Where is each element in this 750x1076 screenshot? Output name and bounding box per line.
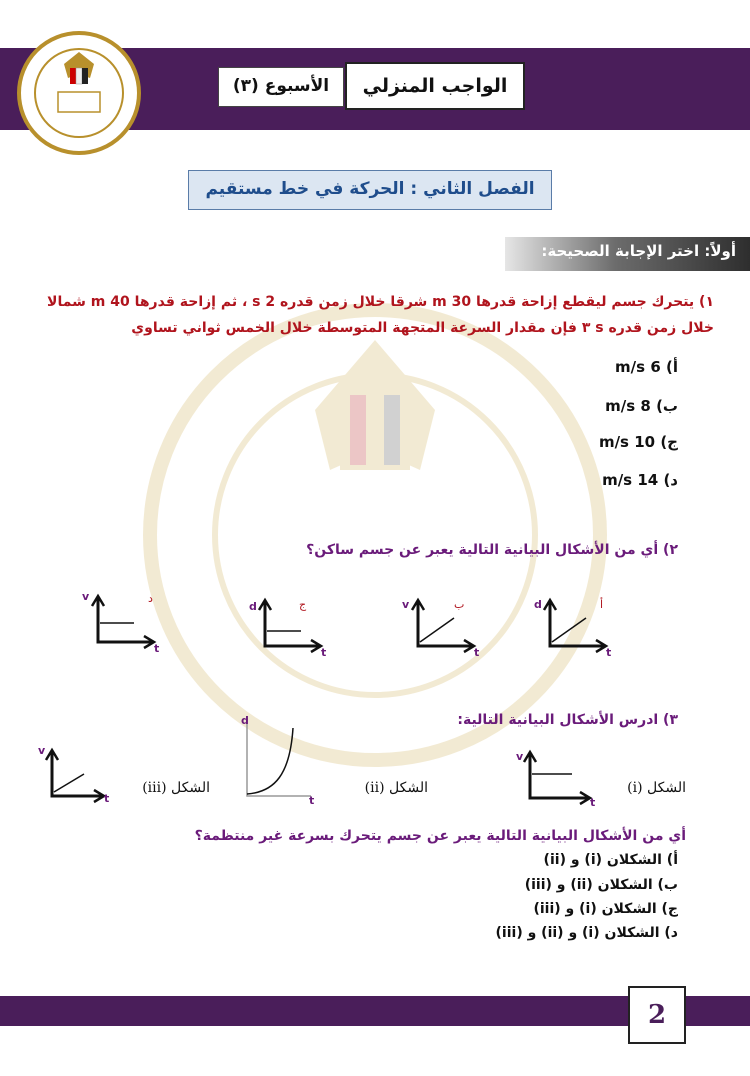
q3-option-b[interactable]: ب) الشكلان (ii) و (iii): [524, 877, 678, 893]
q3-option-a[interactable]: أ) الشكلان (i) و (ii): [543, 852, 678, 868]
q1-option-c[interactable]: ج) 10 m/s: [598, 433, 678, 451]
q3-option-d[interactable]: د) الشكلان (i) و (ii) و (iii): [495, 925, 678, 941]
question-2-text: ٢) أي من الأشكال البيانية التالية يعبر عن جسم ساكن؟: [306, 542, 678, 558]
q2-graph-c-x-label: t: [321, 646, 327, 658]
question-1-line-2: خلال زمن قدره s ٣ فإن مقدار السرعة المتجهة المتوسطة خلال الخمس ثواني تساوي: [131, 320, 714, 336]
q2-graph-d[interactable]: [78, 588, 163, 654]
q3-caption-i: الشكل (i): [627, 780, 686, 796]
q3-figure-iii-x-label: t: [104, 792, 110, 804]
q3-figure-ii-y-label: d: [241, 714, 249, 727]
q3-figure-i: [510, 748, 600, 806]
q2-graph-c-letter: ج: [299, 598, 307, 611]
question-1-line-1: ١) يتحرك جسم ليقطع إزاحة قدرها m 30 شرقا خلال زمن قدره s 2 ، ثم إزاحة قدرها m 40 شمالا: [47, 294, 714, 310]
q3-figure-iii-y-label: v: [38, 744, 46, 757]
q3-figure-ii: [235, 714, 325, 806]
homework-title: الواجب المنزلي: [345, 62, 525, 110]
q3-figure-i-y-label: v: [516, 750, 524, 763]
q1-option-a[interactable]: أ) 6 m/s: [615, 358, 678, 376]
page-number: 2: [628, 986, 686, 1044]
q2-graph-c[interactable]: [245, 596, 330, 658]
q2-graph-d-x-label: t: [154, 642, 160, 654]
q2-graph-a-y-label: d: [534, 598, 542, 611]
q2-graph-a-letter: أ: [600, 598, 604, 611]
q2-graph-b-y-label: v: [402, 598, 410, 611]
q3-figure-ii-x-label: t: [309, 794, 315, 806]
q2-graph-d-letter: د: [148, 592, 153, 605]
q2-graph-d-y-label: v: [82, 590, 90, 603]
q3-figure-iii: [34, 742, 114, 804]
section-title: أولاً: اختر الإجابة الصحيحة:: [541, 242, 736, 260]
q2-graph-b[interactable]: [398, 596, 483, 658]
ministry-logo: [16, 30, 142, 156]
q1-option-b[interactable]: ب) 8 m/s: [605, 397, 678, 415]
q1-option-d[interactable]: د) 14 m/s: [602, 471, 678, 489]
q2-graph-b-x-label: t: [474, 646, 480, 658]
q2-graph-a[interactable]: [530, 596, 615, 658]
q3-caption-ii: الشكل (ii): [364, 780, 428, 796]
q2-graph-a-x-label: t: [606, 646, 612, 658]
q3-figure-i-x-label: t: [590, 796, 596, 806]
q2-graph-b-letter: ب: [454, 598, 465, 611]
question-3-prompt: أي من الأشكال البيانية التالية يعبر عن جسم يتحرك بسرعة غير منتظمة؟: [194, 828, 686, 844]
q3-option-c[interactable]: ج) الشكلان (i) و (iii): [533, 901, 678, 917]
week-label: الأسبوع (٣): [218, 67, 344, 107]
q3-caption-iii: الشكل (iii): [142, 780, 210, 796]
question-3-text: ٣) ادرس الأشكال البيانية التالية:: [457, 712, 678, 728]
q2-graph-c-y-label: d: [249, 600, 257, 613]
chapter-title: الفصل الثاني : الحركة في خط مستقيم: [188, 170, 552, 210]
ministry-watermark: [135, 300, 615, 770]
